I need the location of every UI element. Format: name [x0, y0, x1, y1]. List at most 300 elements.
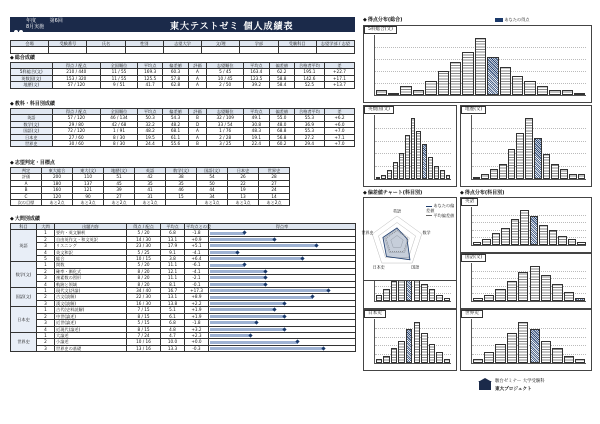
score-grade: A — [188, 134, 206, 140]
score-dev: 62.8 — [163, 82, 188, 88]
score-label: 日本史 — [11, 134, 53, 140]
histogram-bar — [525, 118, 533, 179]
score-rate-marker — [301, 256, 305, 260]
score-grade: B — [188, 141, 206, 147]
score-rate-fill — [210, 341, 298, 344]
histogram-bar — [399, 153, 404, 179]
score-rate-fill — [210, 302, 285, 305]
radar-axis-label: 数学 — [422, 229, 431, 235]
student-value-cell — [11, 47, 49, 53]
detail-cell: 9.1 — [161, 249, 185, 255]
score-row — [11, 141, 355, 147]
judge-cell: 28 — [259, 174, 290, 180]
score-rank: 11 / 55 — [101, 75, 138, 81]
score-rank2: 3 / 25 — [207, 141, 244, 147]
judge-next-cell: あと2点 — [104, 200, 135, 206]
histogram-bar — [391, 348, 398, 363]
student-value-cell — [202, 47, 240, 53]
judge-cell: 180 — [42, 180, 73, 186]
histogram-bar — [481, 174, 489, 179]
score-rate-bar — [209, 345, 356, 351]
score-rate-fill — [210, 315, 285, 318]
score-rank2: 2 / 28 — [207, 134, 244, 140]
judge-cell: 54 — [197, 174, 228, 180]
legend-me: あなたの得点 — [504, 17, 530, 22]
judge-cell: 42 — [135, 174, 166, 180]
histogram-plot — [374, 35, 586, 96]
detail-cell: 7 / 15 — [127, 307, 161, 313]
detail-cell: 小論述 — [55, 339, 127, 345]
score-total2: 39.2 — [244, 82, 269, 88]
histogram-bar — [552, 284, 562, 302]
student-header-cell: 文/理 — [202, 41, 240, 47]
score-avg: 195.1 — [294, 69, 324, 75]
detail-cell: 複素数の図形 — [55, 275, 127, 281]
judge-next-cell: あと3点 — [73, 200, 104, 206]
histogram-panel — [460, 253, 592, 309]
histogram-plot — [471, 319, 586, 364]
detail-col-header: 得点率 — [209, 224, 356, 230]
score-dev2: 55.0 — [269, 115, 294, 121]
score-rank: 46 / 134 — [101, 115, 138, 121]
score-rate-fill — [210, 264, 245, 267]
histogram-bar — [438, 71, 449, 95]
student-header-table — [10, 40, 355, 54]
score-score: 57 / 120 — [52, 115, 100, 121]
histogram-bar — [578, 174, 586, 179]
histogram-panel — [460, 309, 592, 371]
score-grade: A — [188, 128, 206, 134]
score-label: 地歴(文) — [11, 82, 53, 88]
detail-col-header: 平均点との差 — [186, 224, 212, 229]
judge-cell: 31 — [135, 193, 166, 199]
judge-col-header: 東大(文) — [73, 168, 104, 174]
header-dots — [14, 19, 24, 38]
detail-cell: 13.1 — [161, 236, 185, 242]
histogram-bar — [422, 144, 427, 179]
detail-cell: -0.1 — [185, 281, 209, 287]
judge-col-header: 英語 — [135, 168, 166, 174]
score-rank: 8 / 30 — [101, 141, 138, 147]
detail-cell: +0.9 — [185, 236, 209, 242]
histogram-panel — [363, 309, 457, 371]
judge-cell: 27 — [259, 180, 290, 186]
score-rate-fill — [210, 296, 313, 299]
radar-axis-label: 国語 — [411, 264, 420, 270]
detail-col-header: 得点 / 配点 — [127, 224, 161, 230]
detail-cell: +3.2 — [185, 326, 209, 332]
judge-col-header: 日本史 — [228, 168, 259, 174]
judge-next-row — [11, 200, 290, 206]
histogram-bar — [428, 157, 433, 179]
score-total2: 48.3 — [244, 128, 269, 134]
year-label: 年度 — [26, 18, 37, 24]
judge-cell: 46 — [166, 187, 197, 193]
histogram-bar — [534, 138, 542, 179]
detail-cell: +1.9 — [185, 313, 209, 319]
judge-table — [10, 167, 290, 206]
score-total2: 49.1 — [244, 115, 269, 121]
histogram-bar — [511, 219, 520, 245]
detail-cell: 総合 — [55, 256, 127, 262]
detail-cell: 3 — [37, 275, 55, 281]
score-dev2: 60.2 — [269, 141, 294, 147]
histogram-bar — [501, 228, 510, 246]
histogram-bar — [549, 90, 560, 95]
score-rate-marker — [282, 327, 286, 331]
score-rate-fill — [210, 257, 303, 260]
histogram-bar — [484, 295, 494, 301]
score-total: 41.7 — [137, 82, 162, 88]
score-dev: 54.3 — [163, 115, 188, 121]
histogram-bar — [411, 118, 416, 179]
judge-cell: 27 — [104, 193, 135, 199]
judge-next-label: 次の目標 — [11, 200, 42, 206]
detail-cell: 8 / 20 — [127, 281, 161, 287]
detail-cell: 1 — [37, 230, 55, 236]
score-label: 英語 — [11, 115, 53, 121]
histogram-bar — [551, 164, 559, 179]
score-diff: +22.7 — [324, 69, 354, 75]
score-dev: 48.2 — [163, 121, 188, 127]
student-value-cell — [240, 47, 278, 53]
judge-cell: 35 — [135, 180, 166, 186]
score-grade: A — [188, 69, 206, 75]
score-rate-fill — [210, 347, 324, 350]
score-rate-fill — [210, 276, 266, 279]
detail-cell: 古代(史料読解) — [55, 307, 127, 313]
detail-cell: 近現代(論述) — [55, 326, 127, 332]
score-total: 19.5 — [137, 134, 162, 140]
histogram-bar — [393, 162, 398, 179]
detail-cell: 16 / 30 — [127, 300, 161, 306]
score-score: 57 / 120 — [52, 82, 100, 88]
judge-cell: 90 — [73, 193, 104, 199]
score-dev2: 68.8 — [269, 128, 294, 134]
score-rate-fill — [210, 244, 317, 247]
judge-col-header: 国語(文) — [197, 168, 228, 174]
score-rate-fill — [210, 283, 266, 286]
score-avg: 52.5 — [294, 82, 324, 88]
detail-cell: 10 / 16 — [127, 339, 161, 345]
score-rate-marker — [273, 308, 277, 312]
org-name-1: 駿台ゼミナー 大学受験科 — [495, 379, 545, 384]
histogram-bar — [473, 242, 482, 245]
score-rank2: 32 / 109 — [207, 115, 244, 121]
judge-cell: 34 — [197, 193, 228, 199]
histogram-bar — [436, 295, 443, 301]
detail-subject: 日本史 — [11, 307, 37, 333]
judge-cell: 160 — [42, 187, 73, 193]
student-header-cell: 志望大学 — [163, 41, 201, 47]
histogram-bar — [406, 329, 413, 363]
judge-col-header: 東大総合 — [42, 168, 73, 174]
histogram-title: 世界史 — [461, 310, 483, 318]
detail-col-header: 平均点 — [161, 224, 185, 230]
detail-cell: 6.1 — [161, 313, 185, 319]
histogram-bar — [492, 233, 501, 245]
detail-cell: 4 — [37, 326, 55, 332]
judge-section-title: ◆ 志望判定・目標点 — [10, 160, 55, 166]
detail-cell: 7 / 24 — [127, 332, 161, 338]
detail-cell: 自由英作文・和文英訳 — [55, 236, 127, 242]
histogram-bar — [487, 57, 498, 95]
histogram-title: 英数国(文) — [364, 106, 394, 114]
subjects-section-title: ◆ 教科・科目別成績 — [10, 101, 55, 107]
detail-section-title: ◆ 大問別成績 — [10, 216, 40, 222]
detail-cell: 6.8 — [161, 230, 185, 236]
score-rate-fill — [210, 289, 329, 292]
page-title: 東大テストゼミ 個人成績表 — [170, 22, 294, 32]
student-header-cell: 志望学部 / 志望 — [316, 41, 354, 47]
detail-cell: +2.2 — [185, 300, 209, 306]
histogram-title: 国語(文) — [461, 254, 486, 262]
histogram-bar — [416, 131, 421, 179]
histogram-panel — [460, 105, 592, 187]
score-total: 24.4 — [137, 141, 162, 147]
score-label: 国語(文) — [11, 128, 53, 134]
score-score: 29 / 80 — [52, 121, 100, 127]
detail-col-header: 出題内容 — [55, 224, 127, 230]
histogram-bar — [564, 292, 574, 301]
detail-cell: 13.8 — [161, 300, 185, 306]
student-value-cell — [125, 47, 163, 53]
histogram-bar — [541, 341, 551, 363]
score-rank: 1 / 91 — [101, 128, 138, 134]
score-rate-marker — [315, 244, 319, 248]
score-avg: 27.2 — [294, 134, 324, 140]
judge-next-cell: あと2点 — [42, 200, 73, 206]
score-grade: B — [188, 115, 206, 121]
judge-col-header: 数学(文) — [166, 168, 197, 174]
score-rate-fill — [210, 251, 238, 254]
score-grade: A — [188, 82, 206, 88]
score-score: 30 / 60 — [52, 141, 100, 147]
judge-cell: 35 — [166, 180, 197, 186]
detail-cell: +1.9 — [185, 307, 209, 313]
detail-cell: 5.1 — [161, 307, 185, 313]
score-rank2: 10 / 45 — [207, 75, 244, 81]
detail-cell: 6.8 — [161, 320, 185, 326]
detail-cell: 2 — [37, 339, 55, 345]
score-total: 32.2 — [137, 121, 162, 127]
report-header — [10, 17, 355, 32]
score-rank: 11 / 55 — [101, 69, 138, 75]
judge-cell: 38 — [166, 174, 197, 180]
histogram-bar — [577, 242, 586, 245]
detail-cell: 13 / 16 — [127, 345, 161, 351]
score-rate-fill — [210, 238, 275, 241]
histogram-bar — [560, 169, 568, 179]
radar-axis-label: 英語 — [393, 208, 401, 214]
histogram-bar — [421, 284, 428, 302]
histogram-bar — [575, 359, 585, 363]
detail-cell: 4.7 — [161, 332, 185, 338]
judge-cell: A — [11, 180, 42, 186]
score-diff: +6.2 — [324, 115, 354, 121]
detail-cell: -4.1 — [185, 268, 209, 274]
detail-cell: 関数 — [55, 262, 127, 268]
histogram-bar — [446, 175, 451, 179]
judge-col-header: 地歴(文) — [104, 168, 135, 174]
score-total2: 22.4 — [244, 141, 269, 147]
detail-cell: 確率・漸化式 — [55, 268, 127, 274]
detail-cell: 3 — [37, 243, 55, 249]
detail-cell: +5.1 — [185, 243, 209, 249]
detail-cell: 8.1 — [161, 281, 185, 287]
histogram-bar — [495, 289, 505, 301]
detail-cell: 1 — [37, 332, 55, 338]
detail-cell: 5 / 15 — [127, 320, 161, 326]
detail-cell: 3 — [37, 320, 55, 326]
score-total: 50.3 — [137, 115, 162, 121]
histogram-bar — [383, 356, 390, 363]
detail-cell: 1 — [37, 262, 55, 268]
histogram-plot — [374, 115, 451, 180]
histogram-bar — [421, 333, 428, 363]
histogram-bar — [541, 275, 551, 301]
judge-cell: 44 — [197, 187, 228, 193]
detail-cell: 5 / 25 — [127, 249, 161, 255]
judge-cell: C — [11, 193, 42, 199]
detail-cell: -2.1 — [185, 275, 209, 281]
radar-panel — [363, 197, 457, 281]
detail-col-header: 大問 — [37, 224, 55, 230]
detail-cell: -1.8 — [185, 320, 209, 326]
detail-cell: 2 — [37, 294, 55, 300]
score-score: 72 / 120 — [52, 128, 100, 134]
detail-cell: 3.8 — [161, 256, 185, 262]
score-avg: 55.3 — [294, 115, 324, 121]
score-score: 210 / 440 — [52, 69, 100, 75]
score-diff: +6.0 — [324, 121, 354, 127]
detail-subject: 数学(文) — [11, 262, 37, 288]
histogram-bar — [558, 236, 567, 245]
subj-dist-section-title: ◆ 得点分布(科目別) — [460, 190, 504, 196]
detail-col-header: 科目 — [11, 224, 37, 230]
radar-legend-avg: 平均偏差値 — [433, 212, 455, 218]
detail-cell: 要約・英文解釈 — [55, 230, 127, 236]
detail-cell: 10.0 — [161, 339, 185, 345]
detail-cell: -4.1 — [185, 249, 209, 255]
histogram-bar — [539, 225, 548, 245]
histogram-bar — [475, 38, 486, 95]
judge-next-cell: あと2点 — [259, 200, 290, 206]
score-total: 125.5 — [137, 75, 162, 81]
histogram-bar — [376, 177, 381, 179]
detail-cell: 4 — [37, 281, 55, 287]
detail-cell: 中世(論述) — [55, 313, 127, 319]
detail-cell: -0.3 — [185, 345, 209, 351]
score-avg: 29.4 — [294, 141, 324, 147]
detail-cell: 1 — [37, 288, 55, 294]
score-total: 48.2 — [137, 128, 162, 134]
detail-cell: 12.1 — [161, 268, 185, 274]
histogram-bar — [473, 177, 481, 179]
score-dev2: 62.2 — [269, 69, 294, 75]
histogram-bar — [462, 52, 473, 95]
score-diff: +7.0 — [324, 141, 354, 147]
histogram-bar — [376, 90, 387, 95]
histogram-bar — [500, 67, 511, 96]
judge-cell: 26 — [228, 174, 259, 180]
score-dev: 61.1 — [163, 134, 188, 140]
score-rate-marker — [282, 314, 286, 318]
histogram-bar — [520, 210, 529, 245]
score-total2: 123.5 — [244, 75, 269, 81]
score-dev: 60.3 — [163, 69, 188, 75]
histogram-bar — [516, 133, 524, 179]
histogram-bar — [414, 322, 421, 363]
detail-cell: 34 / 40 — [127, 288, 161, 294]
detail-cell: 11.1 — [161, 275, 185, 281]
judge-cell: 13 — [228, 193, 259, 199]
histogram-bar — [568, 239, 577, 245]
score-dev2: 58.4 — [269, 82, 294, 88]
detail-cell: 2 — [37, 313, 55, 319]
judge-cell: 41 — [135, 187, 166, 193]
detail-cell: 古文(読解) — [55, 294, 127, 300]
score-dev: 68.1 — [163, 128, 188, 134]
student-value-cell — [278, 47, 316, 53]
histogram-bar — [574, 93, 585, 95]
judge-next-cell: あと1点 — [197, 200, 228, 206]
judge-col-header: 世界史 — [259, 168, 290, 174]
overall-table: 得点 / 配点 全国順位 平均点 偏差値 評価 志望順位 平均点 偏差値 合格者平均 差 5科総合(文) 210 / 440 11 / 55 169.3 60.3 A 5 / 45 163.4 62.2 195.1 +22.7 英数国(文) 153 / 320 11 / 55 125.5 57.8 A 10 / 45 123.5 58.8 142.6 +17.1 地歴(文) 57 / 120 9 / 51 41.7 62.8 A 2 / 50 39.2 58.4 52.5 +13.7 — [10, 62, 355, 89]
score-rate-fill — [210, 308, 275, 311]
score-total: 169.3 — [137, 69, 162, 75]
score-row — [11, 82, 355, 88]
detail-cell: 10 / 15 — [127, 256, 161, 262]
histogram-bar — [530, 329, 540, 363]
histogram-bar — [543, 154, 551, 179]
score-label: 世界史 — [11, 141, 53, 147]
score-total2: 19.1 — [244, 134, 269, 140]
histogram-bar — [575, 298, 585, 301]
student-value-cell — [87, 47, 125, 53]
score-rank: 8 / 30 — [101, 134, 138, 140]
score-rate-fill — [210, 334, 251, 337]
score-rate-fill — [210, 270, 266, 273]
histogram-bar — [508, 149, 516, 180]
histogram-bar — [507, 333, 517, 363]
detail-subject: 英語 — [11, 230, 37, 262]
detail-cell: 現代文(評論) — [55, 288, 127, 294]
student-value-cell — [316, 47, 354, 53]
radar-section-title: ◆ 偏差値チャート(科目別) — [363, 190, 422, 196]
detail-cell: リスニング — [55, 243, 127, 249]
score-dev2: 58.8 — [269, 75, 294, 81]
judge-cell: 39 — [104, 187, 135, 193]
judge-cell: 22 — [228, 180, 259, 186]
score-rate-marker — [248, 333, 252, 337]
detail-cell: 13.3 — [161, 345, 185, 351]
score-score: 27 / 60 — [52, 134, 100, 140]
student-header-cell: 受験科目 — [278, 41, 316, 47]
judge-cell: 121 — [73, 187, 104, 193]
histogram-bar — [490, 169, 498, 179]
histogram-plot — [374, 319, 451, 364]
histogram-bar — [400, 86, 411, 96]
detail-cell: 5 — [37, 256, 55, 262]
score-rate-fill — [210, 321, 257, 324]
score-dev: 55.6 — [163, 141, 188, 147]
school-logo-icon — [478, 377, 492, 391]
histogram-bar — [388, 93, 399, 95]
histogram-title: 地歴(文) — [461, 106, 486, 114]
detail-cell: 5 / 20 — [127, 230, 161, 236]
detail-cell: 8 / 15 — [127, 326, 161, 332]
